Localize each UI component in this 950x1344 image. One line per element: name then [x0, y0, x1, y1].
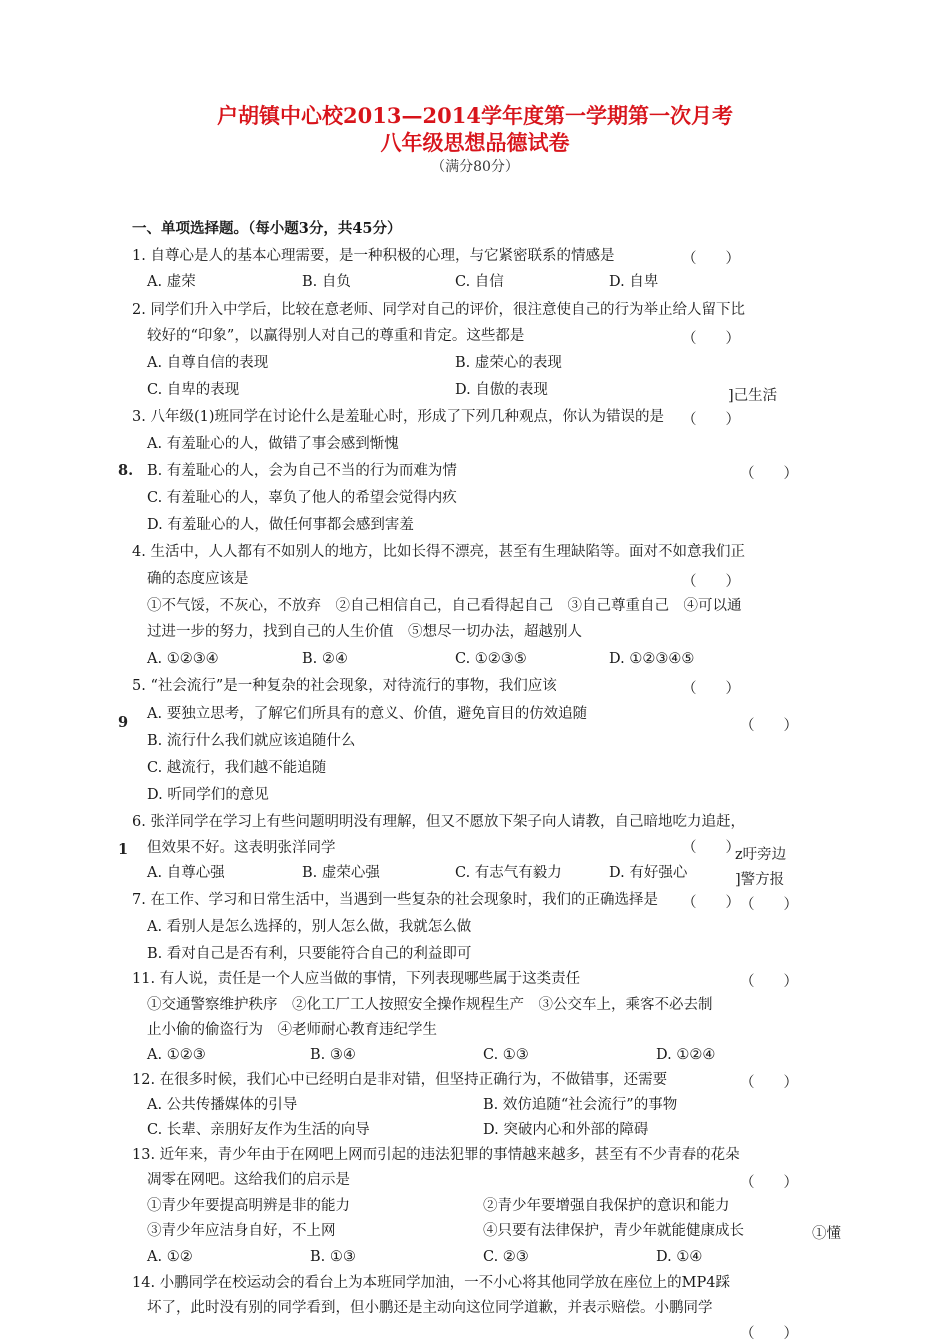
q13-option-a: A. ①② [147, 1249, 193, 1265]
q5-stem: 5. “社会流行”是一种复杂的社会现象，对待流行的事物，我们应该 [132, 678, 557, 694]
adjacent-answer-paren-10: （ ） [740, 897, 798, 913]
q1-option-b: B. 自负 [302, 274, 351, 290]
q12-answer-paren: （ ） [740, 1075, 798, 1091]
q2-option-d: D. 自傲的表现 [455, 382, 548, 398]
q4-option-d: D. ①②③④⑤ [609, 651, 695, 667]
adjacent-page-fragment-5: z吁旁边 [735, 847, 787, 863]
q13-answer-paren: （ ） [740, 1175, 798, 1191]
q6-stem-line2: 但效果不好。这表明张洋同学 [147, 840, 336, 856]
q1-answer-paren: （ ） [682, 251, 740, 267]
q11-option-c: C. ①③ [483, 1047, 529, 1063]
q2-stem-line1: 2. 同学们升入中学后，比较在意老师、同学对自己的评价，很注意使自己的行为举止给人留下比 [132, 302, 745, 318]
q2-option-c: C. 自卑的表现 [147, 382, 240, 398]
q2-stem-line2: 较好的“印象”，以赢得别人对自己的尊重和肯定。这些都是 [147, 328, 525, 344]
q4-stem-line2: 确的态度应该是 [147, 571, 249, 587]
q4-option-b: B. ②④ [302, 651, 348, 667]
exam-full-score: （满分80分） [431, 159, 519, 175]
adjacent-page-fragment-1: ]己生活 [728, 388, 778, 404]
q13-option-d: D. ①④ [656, 1249, 703, 1265]
q13-option-c: C. ②③ [483, 1249, 529, 1265]
q6-option-a: A. 自尊心强 [147, 865, 225, 881]
q4-option-c: C. ①②③⑤ [455, 651, 527, 667]
q13-choice-3: ③青少年应洁身自好，不上网 [147, 1223, 336, 1239]
q13-option-b: B. ①③ [310, 1249, 356, 1265]
q14-stem-line2: 坏了，此时没有别的同学看到，但小鹏还是主动向这位同学道歉，并表示赔偿。小鹏同学 [147, 1300, 713, 1316]
exam-title-line2: 八年级思想品德试卷 [380, 130, 570, 155]
q1-option-c: C. 自信 [455, 274, 504, 290]
q4-choices-line1: ①不气馁，不灰心，不放弃 ②自己相信自己，自己看得起自己 ③自己尊重自己 ④可以通 [147, 598, 742, 614]
q6-stem-line1: 6. 张洋同学在学习上有些问题明明没有理解，但又不愿放下架子向人请教，自己暗地吃力追赶， [132, 814, 745, 830]
adjacent-page-fragment-4: 1 [118, 841, 129, 858]
adjacent-page-fragment-2: 8. [118, 462, 134, 479]
q3-option-b: B. 有羞耻心的人，会为自己不当的行为而难为情 [147, 463, 457, 479]
q3-option-d: D. 有羞耻心的人，做任何事都会感到害羞 [147, 517, 414, 533]
adjacent-page-fragment-7: ①懂 [812, 1226, 841, 1242]
q2-answer-paren: （ ） [682, 331, 740, 347]
q13-stem-line1: 13. 近年来，青少年由于在网吧上网而引起的违法犯罪的事情越来越多，甚至有不少青春的花朵 [132, 1147, 740, 1163]
q5-option-c: C. 越流行，我们越不能追随 [147, 760, 327, 776]
q5-option-d: D. 听同学们的意见 [147, 787, 269, 803]
q11-answer-paren: （ ） [740, 974, 798, 990]
q11-stem: 11. 有人说，责任是一个人应当做的事情，下列表现哪些属于这类责任 [132, 971, 581, 987]
q11-option-b: B. ③④ [310, 1047, 356, 1063]
q3-option-c: C. 有羞耻心的人，辜负了他人的希望会觉得内疚 [147, 490, 457, 506]
q4-stem-line1: 4. 生活中，人人都有不如别人的地方，比如长得不漂亮，甚至有生理缺陷等。面对不如意我们正 [132, 544, 745, 560]
q12-stem: 12. 在很多时候，我们心中已经明白是非对错，但坚持正确行为，不做错事，还需要 [132, 1072, 668, 1088]
q6-option-b: B. 虚荣心强 [302, 865, 380, 881]
q1-stem: 1. 自尊心是人的基本心理需要，是一种积极的心理，与它紧密联系的情感是 [132, 248, 615, 264]
q7-stem: 7. 在工作、学习和日常生活中，当遇到一些复杂的社会现象时，我们的正确选择是 [132, 892, 658, 908]
q3-stem: 3. 八年级(1)班同学在讨论什么是羞耻心时，形成了下列几种观点，你认为错误的是 [132, 409, 664, 425]
q3-option-a: A. 有羞耻心的人，做错了事会感到惭愧 [147, 436, 399, 452]
q12-option-c: C. 长辈、亲朋好友作为生活的向导 [147, 1122, 370, 1138]
q13-choice-2: ②青少年要增强自我保护的意识和能力 [483, 1198, 730, 1214]
q5-option-a: A. 要独立思考，了解它们所具有的意义、价值，避免盲目的仿效追随 [147, 706, 588, 722]
q13-choice-4: ④只要有法律保护，青少年就能健康成长 [483, 1223, 744, 1239]
adjacent-page-fragment-6: ]警方报 [735, 872, 785, 888]
q12-option-b: B. 效仿追随“社会流行”的事物 [483, 1097, 678, 1113]
q4-option-a: A. ①②③④ [147, 651, 219, 667]
q2-option-a: A. 自尊自信的表现 [147, 355, 269, 371]
q6-answer-paren: （ ） [682, 840, 740, 856]
q11-choices-line2: 止小偷的偷盗行为 ④老师耐心教育违纪学生 [147, 1022, 437, 1038]
q1-option-d: D. 自卑 [609, 274, 659, 290]
q4-answer-paren: （ ） [682, 574, 740, 590]
q12-option-a: A. 公共传播媒体的引导 [147, 1097, 298, 1113]
section-heading: 一、单项选择题。（每小题3分，共45分） [132, 220, 402, 237]
q3-answer-paren: （ ） [682, 412, 740, 428]
q7-option-a: A. 看别人是怎么选择的，别人怎么做，我就怎么做 [147, 919, 472, 935]
q13-stem-line2: 凋零在网吧。这给我们的启示是 [147, 1172, 350, 1188]
q13-choice-1: ①青少年要提高明辨是非的能力 [147, 1198, 350, 1214]
q7-option-b: B. 看对自己是否有利，只要能符合自己的利益即可 [147, 946, 472, 962]
q6-option-d: D. 有好强心 [609, 865, 688, 881]
q11-choices-line1: ①交通警察维护秩序 ②化工厂工人按照安全操作规程生产 ③公交车上，乘客不必去制 [147, 997, 713, 1013]
adjacent-page-fragment-3: 9 [118, 714, 129, 731]
exam-title-line1: 户胡镇中心校2013—2014学年度第一学期第一次月考 [217, 103, 733, 128]
adjacent-answer-paren-9: （ ） [740, 718, 798, 734]
q5-answer-paren: （ ） [682, 681, 740, 697]
q14-stem-line1: 14. 小鹏同学在校运动会的看台上为本班同学加油，一不小心将其他同学放在座位上的MP4踩 [132, 1275, 730, 1291]
q12-option-d: D. 突破内心和外部的障碍 [483, 1122, 649, 1138]
q11-option-d: D. ①②④ [656, 1047, 716, 1063]
q14-answer-paren: （ ） [740, 1326, 798, 1342]
q5-option-b: B. 流行什么我们就应该追随什么 [147, 733, 356, 749]
q1-option-a: A. 虚荣 [147, 274, 196, 290]
q4-choices-line2: 过进一步的努力，找到自己的人生价值 ⑤想尽一切办法，超越别人 [147, 624, 582, 640]
q11-option-a: A. ①②③ [147, 1047, 206, 1063]
q2-option-b: B. 虚荣心的表现 [455, 355, 562, 371]
adjacent-answer-paren-8: （ ） [740, 466, 798, 482]
q7-answer-paren: （ ） [682, 895, 740, 911]
q6-option-c: C. 有志气有毅力 [455, 865, 562, 881]
